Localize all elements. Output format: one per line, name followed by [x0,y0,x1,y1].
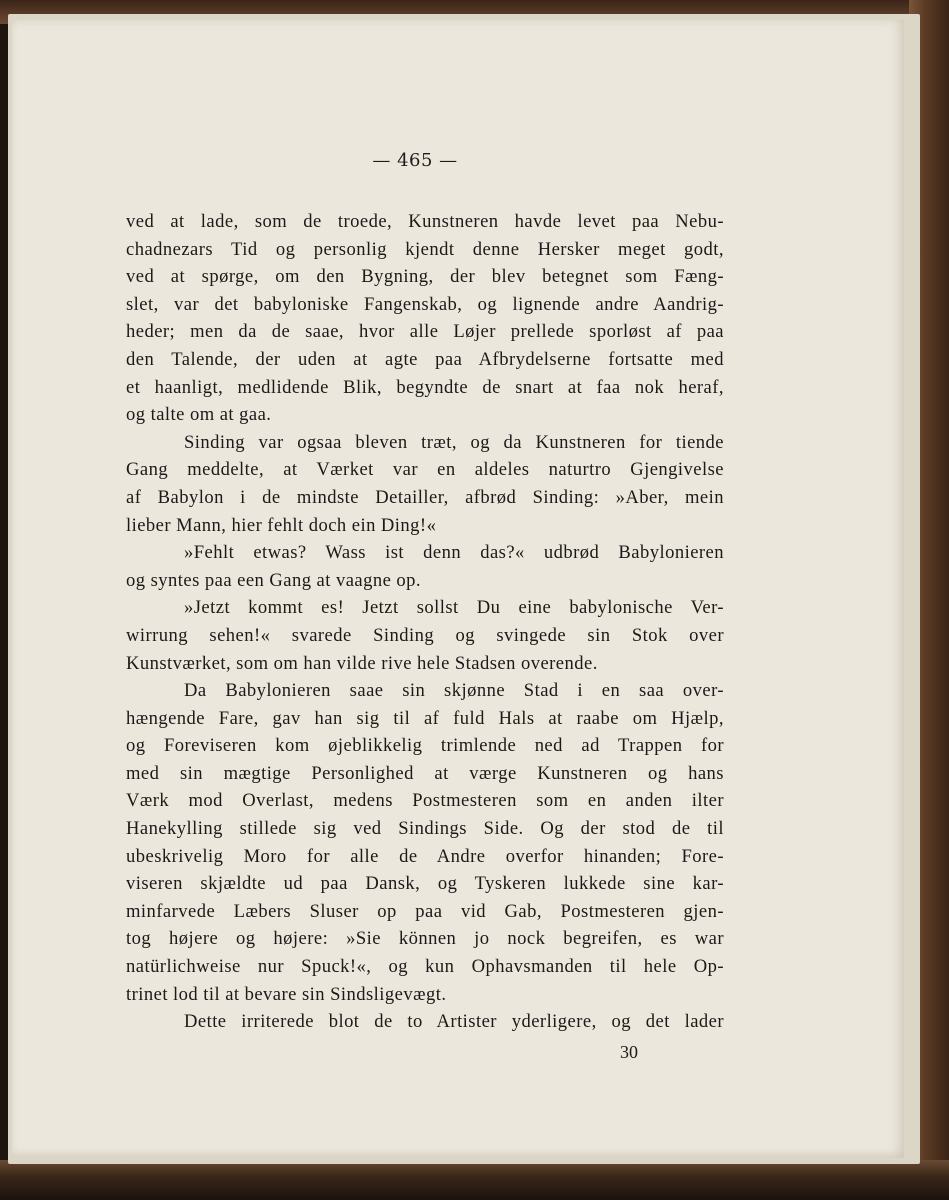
text-line: natürlichweise nur Spuck!«, og kun Ophavsmanden til hele Op- [126,956,724,978]
text-line: »Jetzt kommt es! Jetzt sollst Du eine babylonische Ver- [184,597,724,619]
text-line: chadnezars Tid og personlig kjendt denne Hersker meget godt, [126,238,724,260]
body-text [126,208,724,1036]
text-line: viseren skjældte ud paa Dansk, og Tyskeren lukkede sine kar- [126,873,724,895]
text-line: slet, var det babyloniske Fangenskab, og lignende andre Aandrig- [126,293,724,315]
text-line: Hanekylling stillede sig ved Sindings Side. Og der stod de til [126,818,724,840]
text-line: wirrung sehen!« svarede Sinding og svingede sin Stok over [126,624,724,646]
text-line: Gang meddelte, at Værket var en aldeles naturtro Gjengivelse [126,459,724,481]
text-line: og syntes paa een Gang at vaagne op. [126,569,422,591]
text-line: den Talende, der uden at agte paa Afbrydelserne fortsatte med [126,348,724,370]
text-line: tog højere og højere: »Sie können jo nock begreifen, es war [126,928,724,950]
text-line: med sin mægtige Personlighed at værge Kunstneren og hans [126,762,724,784]
text-line: og talte om at gaa. [126,404,272,426]
text-line: et haanligt, medlidende Blik, begyndte de snart at faa nok heraf, [126,376,724,398]
book-cover-bottom-edge [0,1160,949,1200]
text-line: ved at lade, som de troede, Kunstneren havde levet paa Nebu- [126,211,724,232]
text-line: Sinding var ogsaa bleven træt, og da Kunstneren for tiende [184,431,724,453]
text-line: og Foreviseren kom øjeblikkelig trimlende ned ad Trappen for [126,735,724,757]
signature-mark: 30 [620,1042,638,1062]
page-number: — 465 — [372,150,458,171]
text-line: lieber Mann, hier fehlt doch ein Ding!« [126,514,437,536]
text-line: Værk mod Overlast, medens Postmesteren som en anden ilter [126,790,724,812]
text-line: ved at spørge, om den Bygning, der blev betegnet som Fæng- [126,266,724,288]
text-line: ubeskrivelig Moro for alle de Andre overfor hinanden; Fore- [126,845,724,867]
text-line: Kunstværket, som om han vilde rive hele Stadsen overende. [126,652,598,674]
text-line: Dette irriterede blot de to Artister yderligere, og det lader [184,1011,724,1033]
page-paper [12,20,904,1158]
text-line: Da Babylonieren saae sin skjønne Stad i en saa over- [184,680,724,702]
text-line: minfarvede Læbers Sluser op paa vid Gab, Postmesteren gjen- [126,900,724,922]
text-line: heder; men da de saae, hvor alle Løjer prellede sporløst af paa [126,321,724,343]
text-line: »Fehlt etwas? Wass ist denn das?« udbrød Babylonieren [184,542,724,564]
text-line: af Babylon i de mindste Detailler, afbrød Sinding: »Aber, mein [126,486,724,508]
text-line: hængende Fare, gav han sig til af fuld Hals at raabe om Hjælp, [126,707,724,729]
text-line: trinet lod til at bevare sin Sindsligevægt. [126,983,447,1005]
